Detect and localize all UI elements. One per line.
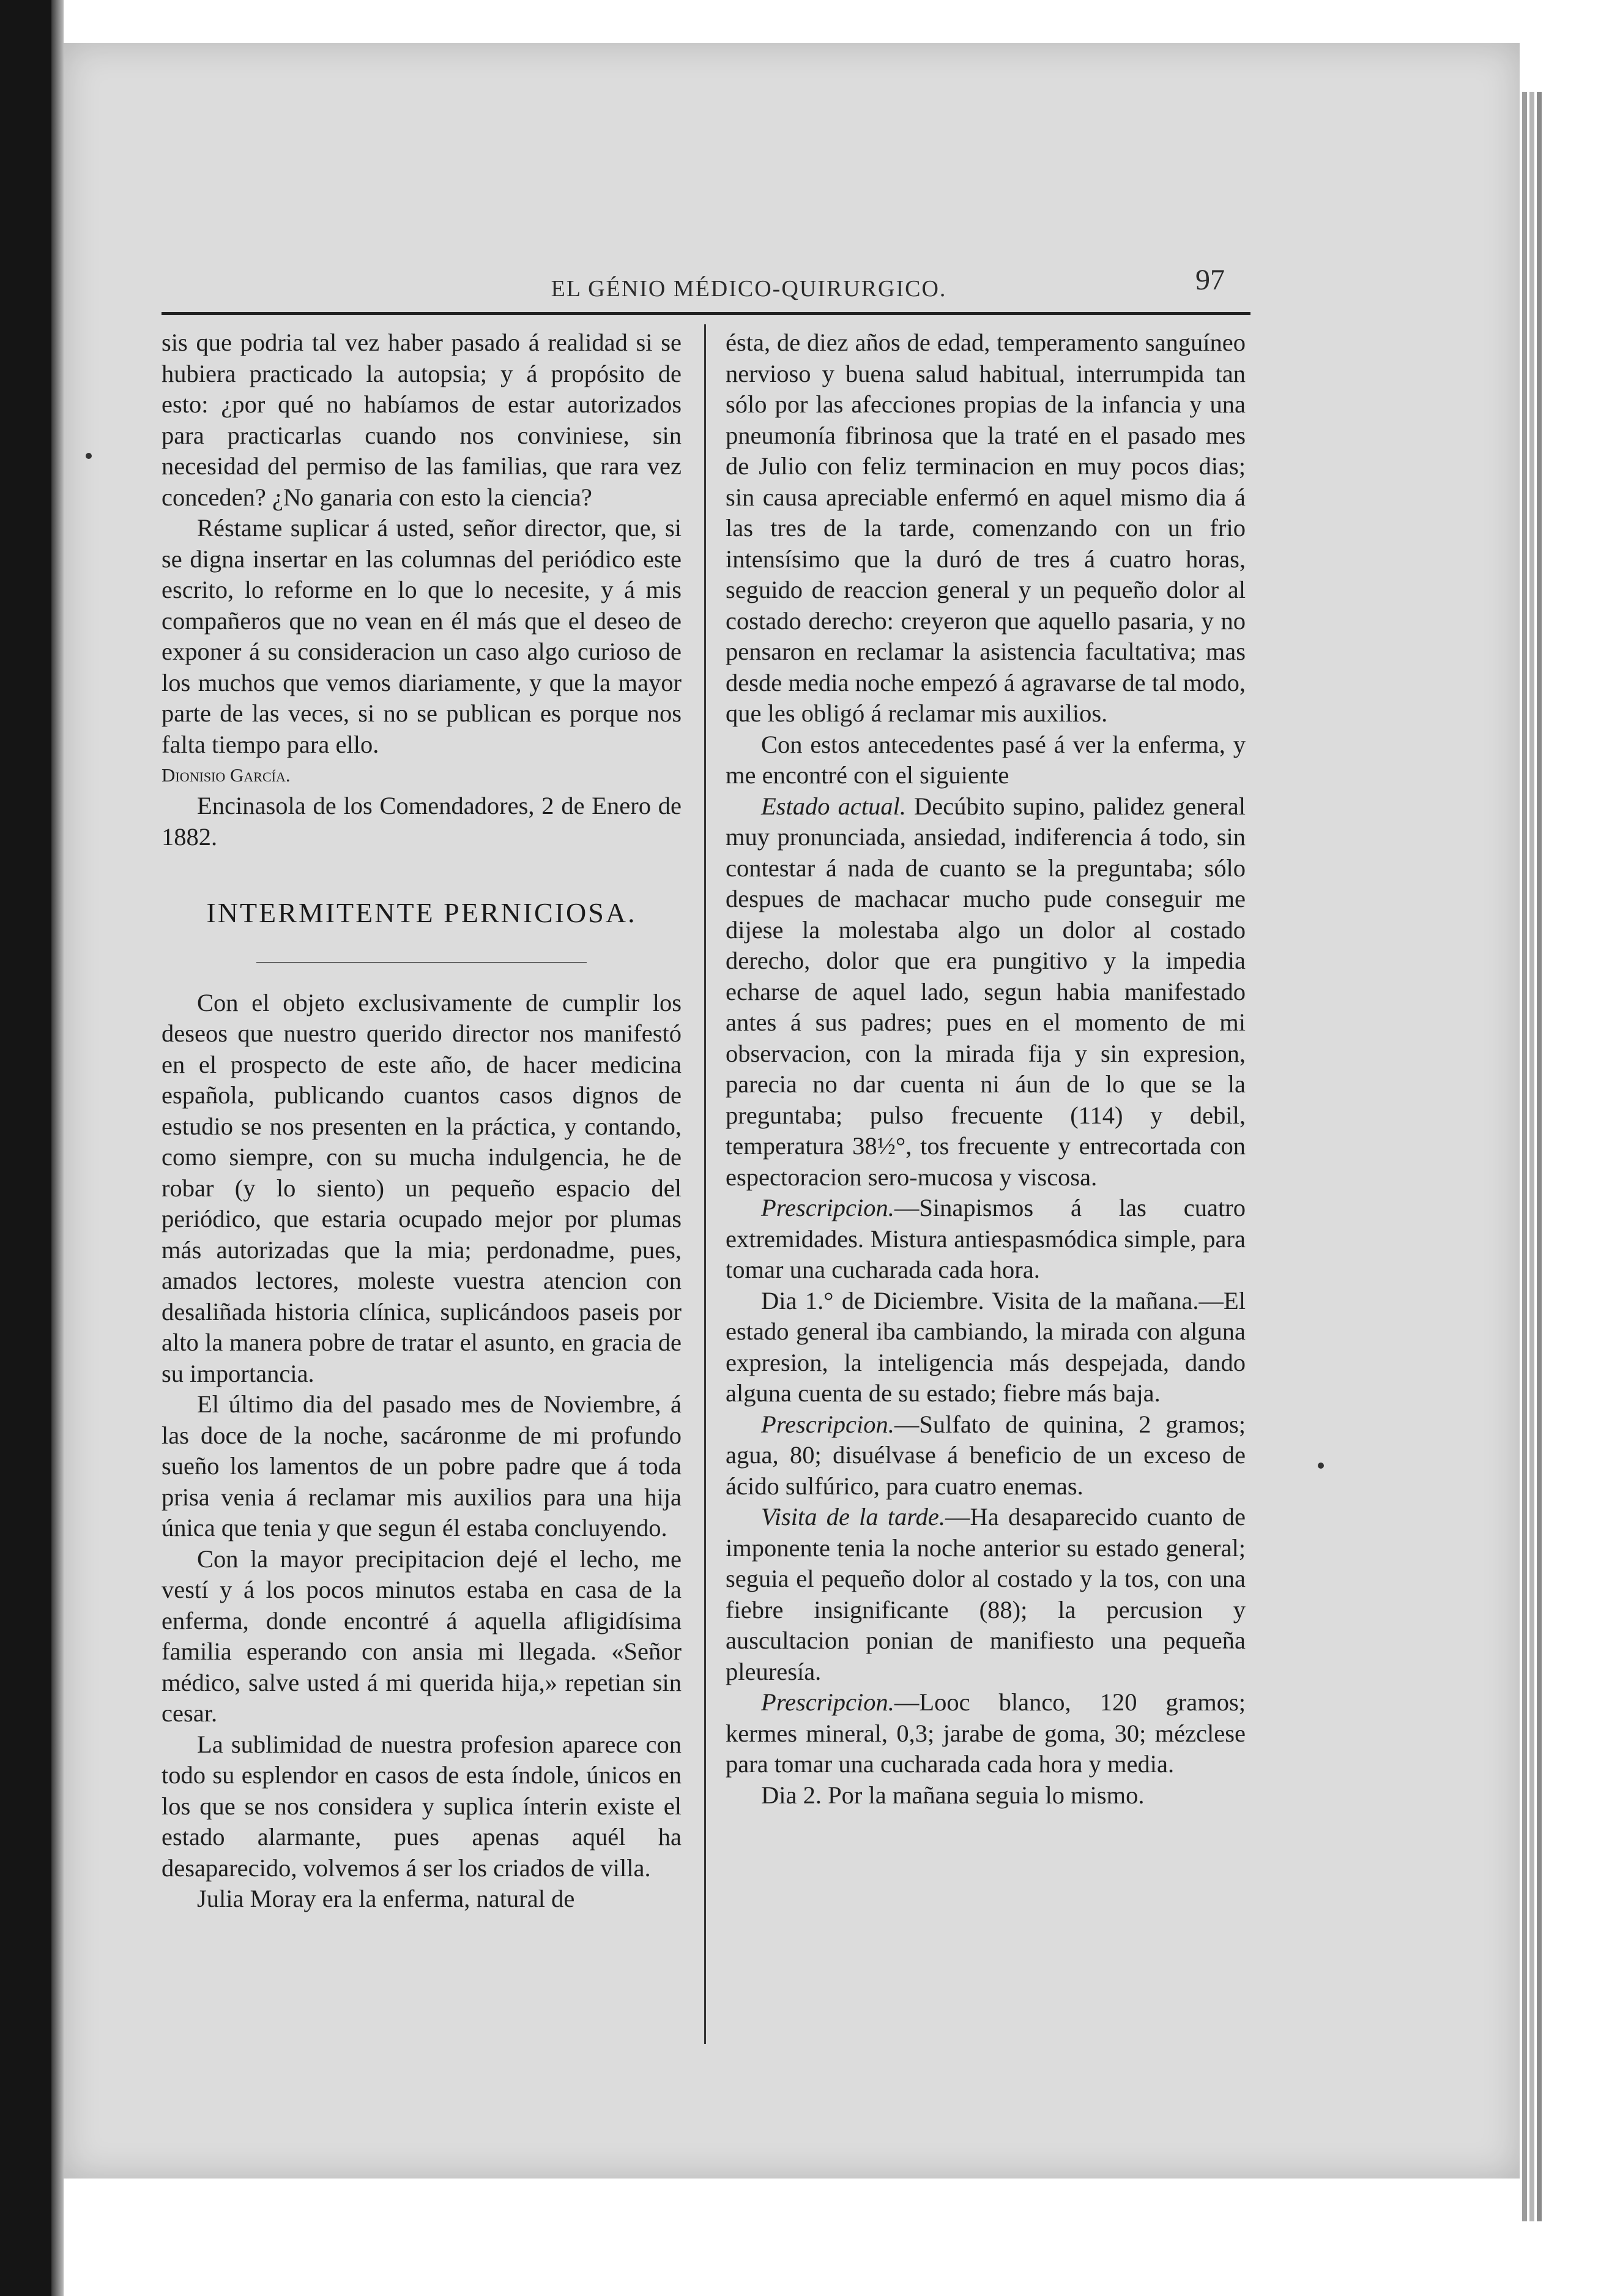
paragraph bbox=[726, 1502, 1246, 1687]
page-edge bbox=[1537, 92, 1542, 2221]
paragraph: ésta, de diez años de edad, temperamento sanguíneo nervioso y buena salud habitual, interrumpida tan sólo por las afecciones propias de la infancia y una pneumonía fibrinosa que la traté en el pasado mes de Julio con feliz terminacion en muy pocos dias; sin causa apreciable enfermó en aquel mismo dia á las tres de la tarde, comenzando con un frio intensísimo que la duró de tres á cuatro horas, seguido de reaccion general y un pequeño dolor al costado derecho: creyeron que aquello pasaria, y no pensaron en reclamar la asistencia facultativa; mas desde media noche empezó á agravarse de tal modo, que les obligó á reclamar mis auxilios. bbox=[726, 329, 1246, 727]
page-number: 97 bbox=[1195, 264, 1225, 296]
page-gutter bbox=[51, 0, 64, 2296]
paragraph: El último dia del pasado mes de Noviembre, á las doce de la noche, sacáronme de mi profundo sueño los lamentos de un pobre padre que á toda prisa venia á reclamar mis auxilios para una hija única que tenia y que segun él estaba concluyendo. bbox=[162, 1390, 682, 1541]
page-edge bbox=[1522, 92, 1527, 2221]
column-divider bbox=[704, 324, 706, 2044]
paragraph-heading: Prescripcion. bbox=[761, 1410, 894, 1438]
paragraph bbox=[726, 1193, 1246, 1286]
right-column bbox=[726, 327, 1246, 1811]
paragraph: Dia 1.° de Diciembre. Visita de la mañana.—El estado general iba cambiando, la mirada con alguna expresion, la inteligencia más despejada, dando alguna cuenta de su estado; fiebre más baja. bbox=[726, 1286, 1246, 1407]
paragraph-text: Decúbito supino, palidez general muy pronunciada, ansiedad, indiferencia á todo, sin contestar á nada de cuanto se la preguntaba; sólo despues de machacar mucho pude conseguir me dijese la molestaba algo un dolor al costado derecho, dolor que era pungitivo y la impedia echarse de aquel lado, segun habia manifestado antes á sus padres; pues en el momento de mi observacion, con la mirada fija y sin expresion, parecia no dar cuenta ni áun de lo que se la preguntaba; pulso frecuente (114) y debil, temperatura 38½°, tos frecuente y entrecortada con espectoracion sero-mucosa y viscosa. bbox=[726, 792, 1246, 1191]
paragraph-heading: Estado actual. bbox=[761, 792, 906, 820]
header-rule bbox=[162, 312, 1250, 315]
paragraph: Con el objeto exclusivamente de cumplir los deseos que nuestro querido director nos manifestó en el prospecto de este año, de hacer medicina española, publicando cuantos casos dignos de estudio se nos presenten en la práctica, y contando, como siempre, con su mucha indulgencia, he de robar (y lo siento) un pequeño espacio del periódico, que estaria ocupado mejor por plumas más autorizadas que la mia; perdonadme, pues, amados lectores, moleste vuestra atencion con desaliñada historia clínica, suplicándoos paseis por alto la manera pobre de tratar el asunto, en gracia de su importancia. bbox=[162, 988, 682, 1387]
title-rule bbox=[256, 962, 587, 963]
paragraph: Julia Moray era la enferma, natural de bbox=[197, 1885, 575, 1912]
paragraph: sis que podria tal vez haber pasado á realidad si se hubiera practicado la autopsia; y á propósito de esto: ¿por qué no habíamos de estar autorizados para practicarlas cuando nos conviniese, sin necesidad del permiso de las familias, que rara vez conceden? ¿No ganaria con esto la ciencia? bbox=[162, 329, 682, 511]
scanned-page bbox=[64, 43, 1520, 2179]
book-binding bbox=[0, 0, 51, 2296]
page-edge bbox=[1529, 92, 1534, 2221]
running-title: EL GÉNIO MÉDICO-QUIRURGICO. bbox=[551, 276, 947, 302]
paragraph-text: —Sinapismos á las cuatro extremidades. Mistura antiespasmódica simple, para tomar una cucharada cada hora. bbox=[726, 1194, 1246, 1283]
paragraph bbox=[726, 1409, 1246, 1502]
paragraph: Dia 2. Por la mañana seguia lo mismo. bbox=[761, 1781, 1145, 1809]
ink-speck bbox=[86, 453, 92, 459]
paragraph bbox=[726, 1687, 1246, 1780]
paragraph: La sublimidad de nuestra profesion aparece con todo su esplendor en casos de esta índole, únicos en los que se nos considera y suplica ínterin existe el estado alarmante, pues apenas aquél ha desaparecido, volvemos á ser los criados de villa. bbox=[162, 1730, 682, 1882]
paragraph bbox=[726, 791, 1246, 1193]
paragraph-text: —Ha desaparecido cuanto de imponente tenia la noche anterior su estado general; seguia el pequeño dolor al costado y la tos, con una fiebre insignificante (88); la percusion y auscultacion ponian de manifiesto una pequeña pleuresía. bbox=[726, 1503, 1246, 1685]
paragraph-text: —Looc blanco, 120 gramos; kermes mineral, 0,3; jarabe de goma, 30; mézclese para tomar una cucharada cada hora y media. bbox=[726, 1688, 1246, 1778]
paragraph-text: —Sulfato de quinina, 2 gramos; agua, 80; disuélvase á beneficio de un exceso de ácido sulfúrico, para cuatro enemas. bbox=[726, 1410, 1246, 1500]
ink-speck bbox=[1318, 1463, 1324, 1469]
paragraph: Réstame suplicar á usted, señor director, que, si se digna insertar en las columnas del periódico este escrito, lo reforme en lo que lo necesite, y á mis compañeros que no vean en él más que el deseo de exponer á su consideracion un caso algo curioso de los muchos que vemos diariamente, y que la mayor parte de las veces, si no se publican es porque nos falta tiempo para ello. bbox=[162, 514, 682, 758]
paragraph: Con la mayor precipitacion dejé el lecho, me vestí y á los pocos minutos estaba en casa de la enferma, donde encontré á aquella afligidísima familia esperando con ansia mi llegada. «Señor médico, salve usted á mi querida hija,» repetian sin cesar. bbox=[162, 1545, 682, 1727]
article-title: INTERMITENTE PERNICIOSA. bbox=[206, 897, 637, 928]
left-column bbox=[162, 327, 682, 1915]
paragraph-heading: Visita de la tarde. bbox=[761, 1503, 946, 1530]
paragraph: Con estos antecedentes pasé á ver la enferma, y me encontré con el siguiente bbox=[726, 730, 1246, 789]
dateline: Encinasola de los Comendadores, 2 de Enero de 1882. bbox=[162, 792, 682, 851]
page-header bbox=[64, 226, 1520, 312]
author-signature: Dionisio García. bbox=[162, 764, 291, 786]
paragraph-heading: Prescripcion. bbox=[761, 1688, 894, 1716]
paragraph-heading: Prescripcion. bbox=[761, 1194, 894, 1221]
